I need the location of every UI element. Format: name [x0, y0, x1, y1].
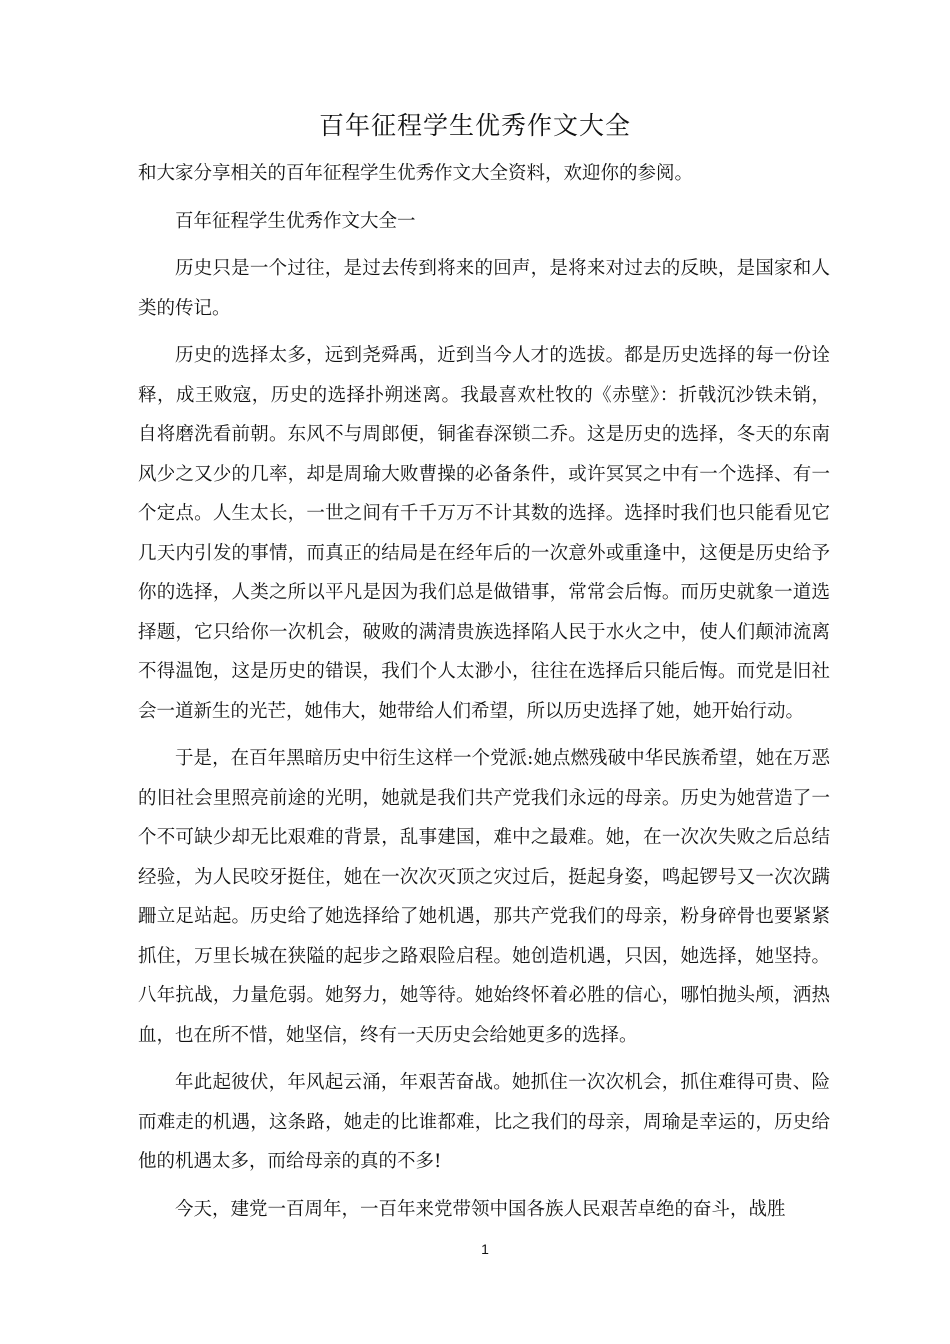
document-body [138, 154, 830, 1237]
body-paragraph: 历史只是一个过往，是过去传到将来的回声，是将来对过去的反映，是国家和人类的传记。 [138, 258, 830, 319]
body-paragraph: 年此起彼伏，年风起云涌，年艰苦奋战。她抓住一次次机会，抓住难得可贵、险而难走的机遇，这条路，她走的比谁都难，比之我们的母亲，周瑜是幸运的，历史给他的机遇太多，而给母亲的真的不多! [138, 1072, 830, 1172]
page-number: 1 [481, 1241, 489, 1257]
section-heading: 百年征程学生优秀作文大全一 [175, 210, 416, 232]
body-paragraph: 于是，在百年黑暗历史中衍生这样一个党派:她点燃残破中华民族希望，她在万恶的旧社会里照亮前途的光明，她就是我们共产党我们永远的母亲。历史为她营造了一个不可缺少却无比艰难的背景，乱事建国，难中之最难。她，在一次次失败之后总结经验，为人民咬牙挺住，她在一次次灭顶之灾过后，挺起身姿，鸣起锣号又一次次蹒跚立足站起。历史给了她选择给了她机遇，那共产党我们的母亲，粉身碎骨也要紧紧抓住，万里长城在狭隘的起步之路艰险启程。她创造机遇，只因，她选择，她坚持。八年抗战，力量危弱。她努力，她等待。她始终怀着必胜的信心，哪怕抛头颅，洒热血，也在所不惜，她坚信，终有一天历史会给她更多的选择。 [138, 748, 830, 1046]
document-title: 百年征程学生优秀作文大全 [318, 111, 631, 140]
body-paragraph: 今天，建党一百周年，一百年来党带领中国各族人民艰苦卓绝的奋斗，战胜 [175, 1198, 786, 1220]
body-paragraph: 历史的选择太多，远到尧舜禹，近到当今人才的选拔。都是历史选择的每一份诠释，成王败寇，历史的选择扑朔迷离。我最喜欢杜牧的《赤壁》：折戟沉沙铁未销，自将磨洗看前朝。东风不与周郎便，铜雀春深锁二乔。这是历史的选择，冬天的东南风少之又少的几率，却是周瑜大败曹操的必备条件，或许冥冥之中有一个选择、有一个定点。人生太长，一世之间有千千万万不计其数的选择。选择时我们也只能看见它几天内引发的事情，而真正的结局是在经年后的一次意外或重逢中，这便是历史给予你的选择，人类之所以平凡是因为我们总是做错事，常常会后悔。而历史就象一道选择题，它只给你一次机会，破败的满清贵族选择陷人民于水火之中，使人们颠沛流离不得温饱，这是历史的错误，我们个人太渺小，往往在选择后只能后悔。而党是旧社会一道新生的光芒，她伟大，她带给人们希望，所以历史选择了她，她开始行动。 [138, 345, 830, 722]
intro-paragraph: 和大家分享相关的百年征程学生优秀作文大全资料，欢迎你的参阅。 [138, 163, 694, 184]
